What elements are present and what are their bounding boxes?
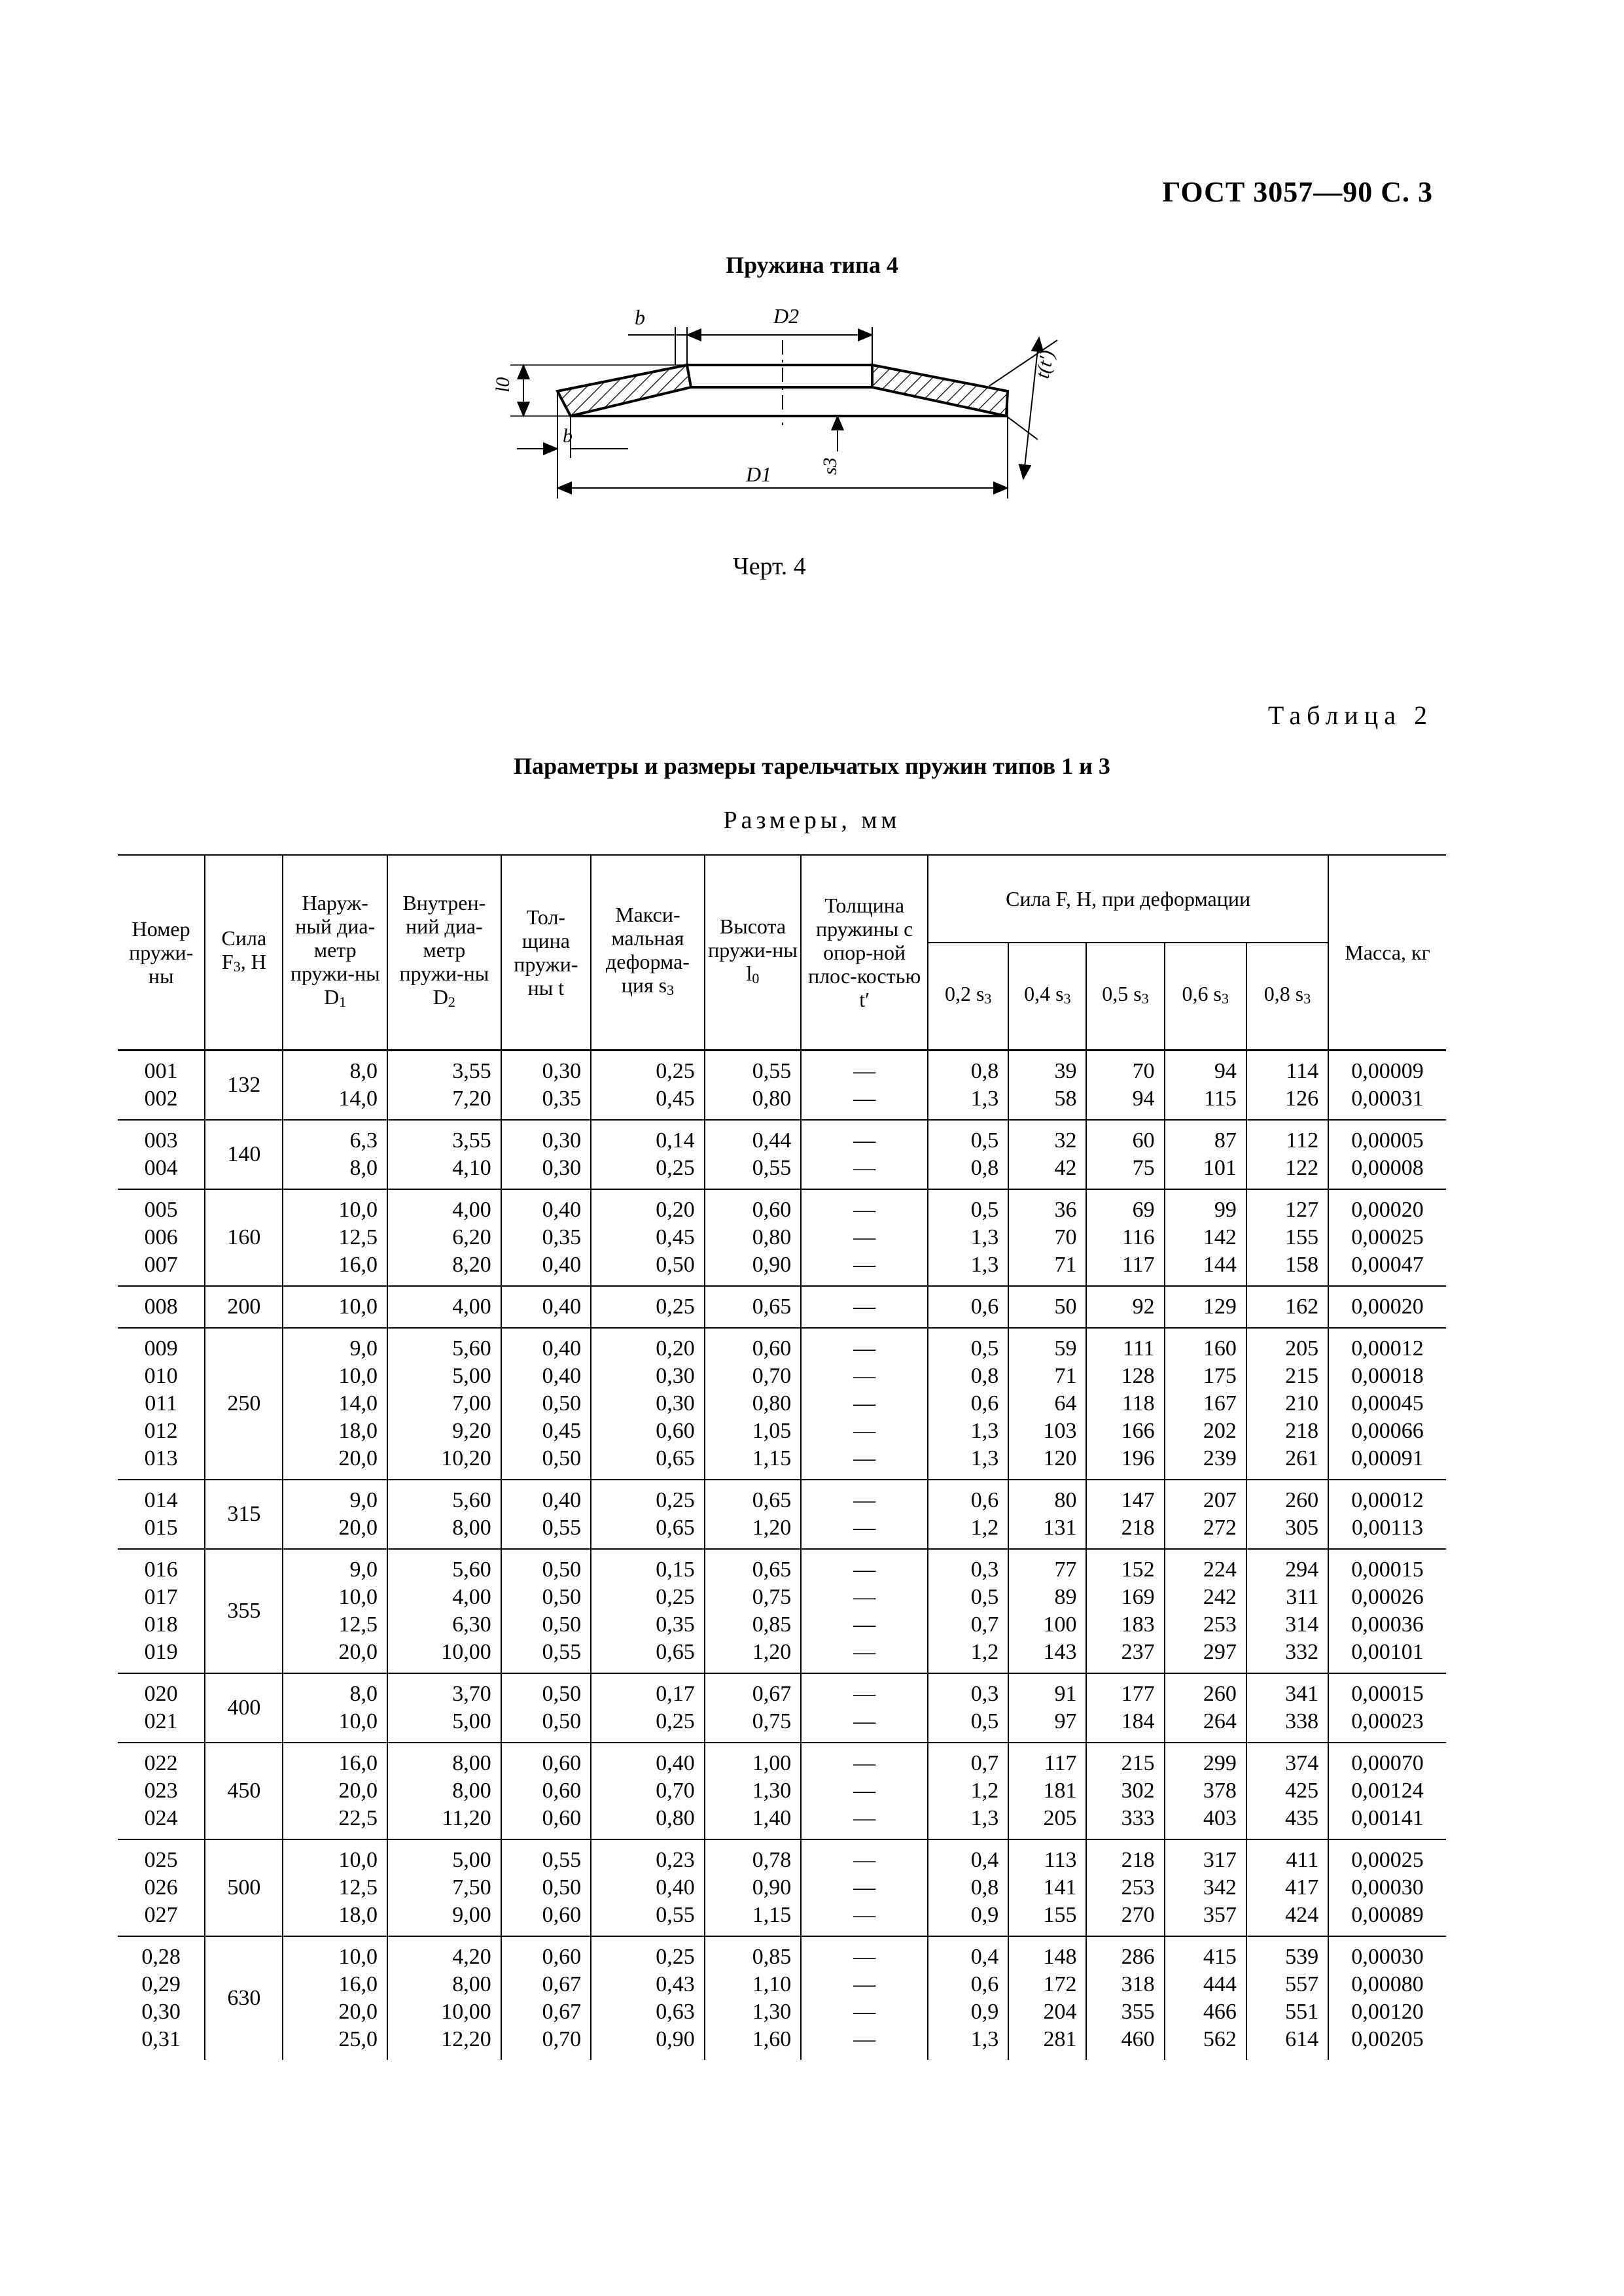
cell-def-02: 0,7 1,2 1,3 xyxy=(928,1743,1008,1839)
cell-d2: 3,70 5,00 xyxy=(387,1673,501,1743)
cell-d1: 8,0 10,0 xyxy=(283,1673,387,1743)
cell-force: 132 xyxy=(205,1051,283,1121)
cell-def-06: 317 342 357 xyxy=(1165,1839,1246,1936)
cell-support-thickness: — — — xyxy=(801,1189,928,1286)
cell-def-04: 59 71 64 103 120 xyxy=(1008,1328,1086,1480)
cell-support-thickness: — — xyxy=(801,1120,928,1189)
cell-number: 009 010 011 012 013 xyxy=(118,1328,205,1480)
col-header-d2: Внутрен-ний диа-метр пружи-ны $D_2$ xyxy=(387,855,501,1051)
cell-def-05: 215 302 333 xyxy=(1086,1743,1164,1839)
cell-def-04: 80 131 xyxy=(1008,1480,1086,1549)
cell-number: 020 021 xyxy=(118,1673,205,1743)
col-header-def-08: 0,8 $s_3$ xyxy=(1246,943,1328,1051)
cell-mass: 0,00012 0,00018 0,00045 0,00066 0,00091 xyxy=(1328,1328,1446,1480)
cell-height: 0,60 0,70 0,80 1,05 1,15 xyxy=(705,1328,801,1480)
spring-section xyxy=(557,365,691,416)
cell-d2: 4,00 xyxy=(387,1286,501,1328)
cell-d1: 8,0 14,0 xyxy=(283,1051,387,1121)
cell-def-02: 0,3 0,5 0,7 1,2 xyxy=(928,1549,1008,1673)
cell-number: 003 004 xyxy=(118,1120,205,1189)
cell-force: 355 xyxy=(205,1549,283,1673)
cell-d2: 3,55 7,20 xyxy=(387,1051,501,1121)
cell-max-deformation: 0,14 0,25 xyxy=(591,1120,705,1189)
cell-def-04: 32 42 xyxy=(1008,1120,1086,1189)
cell-def-06: 94 115 xyxy=(1165,1051,1246,1121)
table-row xyxy=(118,1743,1446,1839)
cell-support-thickness: — — — — xyxy=(801,1936,928,2060)
col-header-thickness: Тол-щина пружи-ны t xyxy=(501,855,591,1051)
cell-def-02: 0,6 1,2 xyxy=(928,1480,1008,1549)
cell-thickness: 0,55 0,50 0,60 xyxy=(501,1839,591,1936)
cell-force: 400 xyxy=(205,1673,283,1743)
cell-max-deformation: 0,20 0,30 0,30 0,60 0,65 xyxy=(591,1328,705,1480)
cell-mass: 0,00030 0,00080 0,00120 0,00205 xyxy=(1328,1936,1446,2060)
cell-d1: 16,0 20,0 22,5 xyxy=(283,1743,387,1839)
cell-def-08: 374 425 435 xyxy=(1246,1743,1328,1839)
cell-max-deformation: 0,25 0,43 0,63 0,90 xyxy=(591,1936,705,2060)
cell-number: 005 006 007 xyxy=(118,1189,205,1286)
cell-def-04: 91 97 xyxy=(1008,1673,1086,1743)
cell-def-08: 341 338 xyxy=(1246,1673,1328,1743)
cell-number: 014 015 xyxy=(118,1480,205,1549)
cell-support-thickness: — xyxy=(801,1286,928,1328)
cell-def-04: 77 89 100 143 xyxy=(1008,1549,1086,1673)
cell-d2: 4,00 6,20 8,20 xyxy=(387,1189,501,1286)
cell-mass: 0,00005 0,00008 xyxy=(1328,1120,1446,1189)
col-header-max-deformation: Макси-мальная деформа-ция $s_3$ xyxy=(591,855,705,1051)
cell-d1: 9,0 20,0 xyxy=(283,1480,387,1549)
cell-d1: 9,0 10,0 12,5 20,0 xyxy=(283,1549,387,1673)
d2-label: D2 xyxy=(773,304,800,328)
cell-height: 0,67 0,75 xyxy=(705,1673,801,1743)
cell-force: 450 xyxy=(205,1743,283,1839)
cell-def-04: 117 181 205 xyxy=(1008,1743,1086,1839)
cell-def-08: 539 557 551 614 xyxy=(1246,1936,1328,2060)
cell-height: 0,65 0,75 0,85 1,20 xyxy=(705,1549,801,1673)
col-header-d1: Наруж-ный диа-метр пружи-ны $D_1$ xyxy=(283,855,387,1051)
cell-number: 016 017 018 019 xyxy=(118,1549,205,1673)
col-header-number: Номер пружи-ны xyxy=(118,855,205,1051)
l0-label: l0 xyxy=(492,377,514,392)
figure-title: Пружина типа 4 xyxy=(726,252,898,278)
cell-max-deformation: 0,15 0,25 0,35 0,65 xyxy=(591,1549,705,1673)
col-header-mass: Масса, кг xyxy=(1328,855,1446,1051)
cell-d1: 6,3 8,0 xyxy=(283,1120,387,1189)
cell-height: 0,65 1,20 xyxy=(705,1480,801,1549)
cell-height: 1,00 1,30 1,40 xyxy=(705,1743,801,1839)
cell-number: 001 002 xyxy=(118,1051,205,1121)
col-header-height: Высота пружи-ны $l_0$ xyxy=(705,855,801,1051)
col-header-def-06: 0,6 $s_3$ xyxy=(1165,943,1246,1051)
table-row xyxy=(118,1328,1446,1480)
cell-mass: 0,00009 0,00031 xyxy=(1328,1051,1446,1121)
cell-def-04: 39 58 xyxy=(1008,1051,1086,1121)
cell-max-deformation: 0,25 0,45 xyxy=(591,1051,705,1121)
cell-thickness: 0,30 0,30 xyxy=(501,1120,591,1189)
cell-def-04: 113 141 155 xyxy=(1008,1839,1086,1936)
cell-height: 0,85 1,10 1,30 1,60 xyxy=(705,1936,801,2060)
table-row xyxy=(118,1673,1446,1743)
cell-def-05: 177 184 xyxy=(1086,1673,1164,1743)
cell-def-08: 294 311 314 332 xyxy=(1246,1549,1328,1673)
cell-def-05: 92 xyxy=(1086,1286,1164,1328)
table-number: Таблица 2 xyxy=(1267,701,1433,730)
spring-type4-drawing xyxy=(492,294,1099,530)
cell-def-04: 36 70 71 xyxy=(1008,1189,1086,1286)
cell-def-02: 0,4 0,6 0,9 1,3 xyxy=(928,1936,1008,2060)
cell-d2: 5,60 4,00 6,30 10,00 xyxy=(387,1549,501,1673)
table-row xyxy=(118,1120,1446,1189)
cell-thickness: 0,40 0,40 0,50 0,45 0,50 xyxy=(501,1328,591,1480)
cell-def-02: 0,6 xyxy=(928,1286,1008,1328)
table-row xyxy=(118,1189,1446,1286)
table-row xyxy=(118,1051,1446,1121)
cell-support-thickness: — — — — xyxy=(801,1549,928,1673)
cell-def-08: 127 155 158 xyxy=(1246,1189,1328,1286)
cell-def-06: 160 175 167 202 239 xyxy=(1165,1328,1246,1480)
cell-thickness: 0,50 0,50 0,50 0,55 xyxy=(501,1549,591,1673)
s3-label: s3 xyxy=(819,457,841,475)
cell-d1: 10,0 12,5 18,0 xyxy=(283,1839,387,1936)
cell-mass: 0,00070 0,00124 0,00141 xyxy=(1328,1743,1446,1839)
cell-support-thickness: — — — xyxy=(801,1839,928,1936)
cell-thickness: 0,30 0,35 xyxy=(501,1051,591,1121)
cell-number: 025 026 027 xyxy=(118,1839,205,1936)
cell-def-05: 60 75 xyxy=(1086,1120,1164,1189)
cell-d1: 9,0 10,0 14,0 18,0 20,0 xyxy=(283,1328,387,1480)
spring-section xyxy=(872,365,1008,416)
cell-support-thickness: — — xyxy=(801,1480,928,1549)
cell-d1: 10,0 12,5 16,0 xyxy=(283,1189,387,1286)
cell-force: 500 xyxy=(205,1839,283,1936)
cell-def-06: 415 444 466 562 xyxy=(1165,1936,1246,2060)
cell-def-08: 260 305 xyxy=(1246,1480,1328,1549)
cell-thickness: 0,40 0,55 xyxy=(501,1480,591,1549)
cell-def-08: 114 126 xyxy=(1246,1051,1328,1121)
cell-def-04: 50 xyxy=(1008,1286,1086,1328)
cell-def-06: 99 142 144 xyxy=(1165,1189,1246,1286)
b-bottom-label: b xyxy=(563,425,573,447)
col-header-def-04: 0,4 $s_3$ xyxy=(1008,943,1086,1051)
cell-mass: 0,00020 xyxy=(1328,1286,1446,1328)
cell-force: 200 xyxy=(205,1286,283,1328)
col-header-def-05: 0,5 $s_3$ xyxy=(1086,943,1164,1051)
cell-def-08: 411 417 424 xyxy=(1246,1839,1328,1936)
cell-force: 140 xyxy=(205,1120,283,1189)
cell-def-08: 205 215 210 218 261 xyxy=(1246,1328,1328,1480)
cell-d2: 4,20 8,00 10,00 12,20 xyxy=(387,1936,501,2060)
cell-max-deformation: 0,17 0,25 xyxy=(591,1673,705,1743)
cell-def-05: 70 94 xyxy=(1086,1051,1164,1121)
cell-mass: 0,00025 0,00030 0,00089 xyxy=(1328,1839,1446,1936)
cell-max-deformation: 0,23 0,40 0,55 xyxy=(591,1839,705,1936)
cell-max-deformation: 0,40 0,70 0,80 xyxy=(591,1743,705,1839)
cell-def-06: 299 378 403 xyxy=(1165,1743,1246,1839)
spring-parameters-table xyxy=(118,854,1446,2060)
col-header-force: Сила $F_3$, Н xyxy=(205,855,283,1051)
cell-support-thickness: — — xyxy=(801,1673,928,1743)
cell-def-02: 0,3 0,5 xyxy=(928,1673,1008,1743)
cell-mass: 0,00015 0,00026 0,00036 0,00101 xyxy=(1328,1549,1446,1673)
cell-mass: 0,00020 0,00025 0,00047 xyxy=(1328,1189,1446,1286)
cell-def-06: 87 101 xyxy=(1165,1120,1246,1189)
col-header-force-group: Сила F, Н, при деформации xyxy=(928,855,1328,943)
cell-d2: 5,00 7,50 9,00 xyxy=(387,1839,501,1936)
cell-force: 250 xyxy=(205,1328,283,1480)
table-body xyxy=(118,1051,1446,2061)
cell-height: 0,60 0,80 0,90 xyxy=(705,1189,801,1286)
cell-def-05: 111 128 118 166 196 xyxy=(1086,1328,1164,1480)
table-units: Размеры, мм xyxy=(723,807,901,834)
table-row xyxy=(118,1549,1446,1673)
cell-def-06: 129 xyxy=(1165,1286,1246,1328)
cell-def-08: 162 xyxy=(1246,1286,1328,1328)
document-header: ГОСТ 3057—90 С. 3 xyxy=(1162,176,1433,208)
cell-d1: 10,0 xyxy=(283,1286,387,1328)
cell-def-08: 112 122 xyxy=(1246,1120,1328,1189)
cell-max-deformation: 0,25 xyxy=(591,1286,705,1328)
cell-force: 315 xyxy=(205,1480,283,1549)
table-row xyxy=(118,1936,1446,2060)
cell-force: 160 xyxy=(205,1189,283,1286)
cell-def-02: 0,4 0,8 0,9 xyxy=(928,1839,1008,1936)
cell-def-06: 224 242 253 297 xyxy=(1165,1549,1246,1673)
col-header-support-thickness: Толщина пружины с опор-ной плос-костью t′ xyxy=(801,855,928,1051)
cell-thickness: 0,40 xyxy=(501,1286,591,1328)
cell-thickness: 0,40 0,35 0,40 xyxy=(501,1189,591,1286)
cell-max-deformation: 0,25 0,65 xyxy=(591,1480,705,1549)
cell-number: 022 023 024 xyxy=(118,1743,205,1839)
table-row xyxy=(118,1839,1446,1936)
cell-def-02: 0,8 1,3 xyxy=(928,1051,1008,1121)
cell-d1: 10,0 16,0 20,0 25,0 xyxy=(283,1936,387,2060)
cell-height: 0,65 xyxy=(705,1286,801,1328)
cell-def-05: 147 218 xyxy=(1086,1480,1164,1549)
cell-support-thickness: — — — — — xyxy=(801,1328,928,1480)
cell-height: 0,78 0,90 1,15 xyxy=(705,1839,801,1936)
cell-def-06: 260 264 xyxy=(1165,1673,1246,1743)
cell-mass: 0,00015 0,00023 xyxy=(1328,1673,1446,1743)
cell-number: 008 xyxy=(118,1286,205,1328)
cell-support-thickness: — — — xyxy=(801,1743,928,1839)
table-row xyxy=(118,1480,1446,1549)
cell-def-05: 152 169 183 237 xyxy=(1086,1549,1164,1673)
cell-d2: 5,60 5,00 7,00 9,20 10,20 xyxy=(387,1328,501,1480)
cell-d2: 8,00 8,00 11,20 xyxy=(387,1743,501,1839)
cell-thickness: 0,60 0,67 0,67 0,70 xyxy=(501,1936,591,2060)
cell-support-thickness: — — xyxy=(801,1051,928,1121)
t-label: t(t') xyxy=(1031,348,1059,381)
cell-def-02: 0,5 1,3 1,3 xyxy=(928,1189,1008,1286)
cell-d2: 3,55 4,10 xyxy=(387,1120,501,1189)
cell-number: 0,28 0,29 0,30 0,31 xyxy=(118,1936,205,2060)
table-row xyxy=(118,1286,1446,1328)
table-title: Параметры и размеры тарельчатых пружин типов 1 и 3 xyxy=(514,753,1110,779)
cell-mass: 0,00012 0,00113 xyxy=(1328,1480,1446,1549)
cell-thickness: 0,50 0,50 xyxy=(501,1673,591,1743)
cell-def-05: 69 116 117 xyxy=(1086,1189,1164,1286)
col-header-def-02: 0,2 $s_3$ xyxy=(928,943,1008,1051)
cell-def-02: 0,5 0,8 0,6 1,3 1,3 xyxy=(928,1328,1008,1480)
cell-height: 0,44 0,55 xyxy=(705,1120,801,1189)
cell-height: 0,55 0,80 xyxy=(705,1051,801,1121)
cell-def-04: 148 172 204 281 xyxy=(1008,1936,1086,2060)
cell-def-05: 286 318 355 460 xyxy=(1086,1936,1164,2060)
cell-def-06: 207 272 xyxy=(1165,1480,1246,1549)
cell-thickness: 0,60 0,60 0,60 xyxy=(501,1743,591,1839)
d1-label: D1 xyxy=(746,462,772,486)
cell-d2: 5,60 8,00 xyxy=(387,1480,501,1549)
b-top-label: b xyxy=(635,305,645,329)
cell-force: 630 xyxy=(205,1936,283,2060)
cell-max-deformation: 0,20 0,45 0,50 xyxy=(591,1189,705,1286)
figure-caption: Черт. 4 xyxy=(733,553,806,580)
cell-def-05: 218 253 270 xyxy=(1086,1839,1164,1936)
cell-def-02: 0,5 0,8 xyxy=(928,1120,1008,1189)
